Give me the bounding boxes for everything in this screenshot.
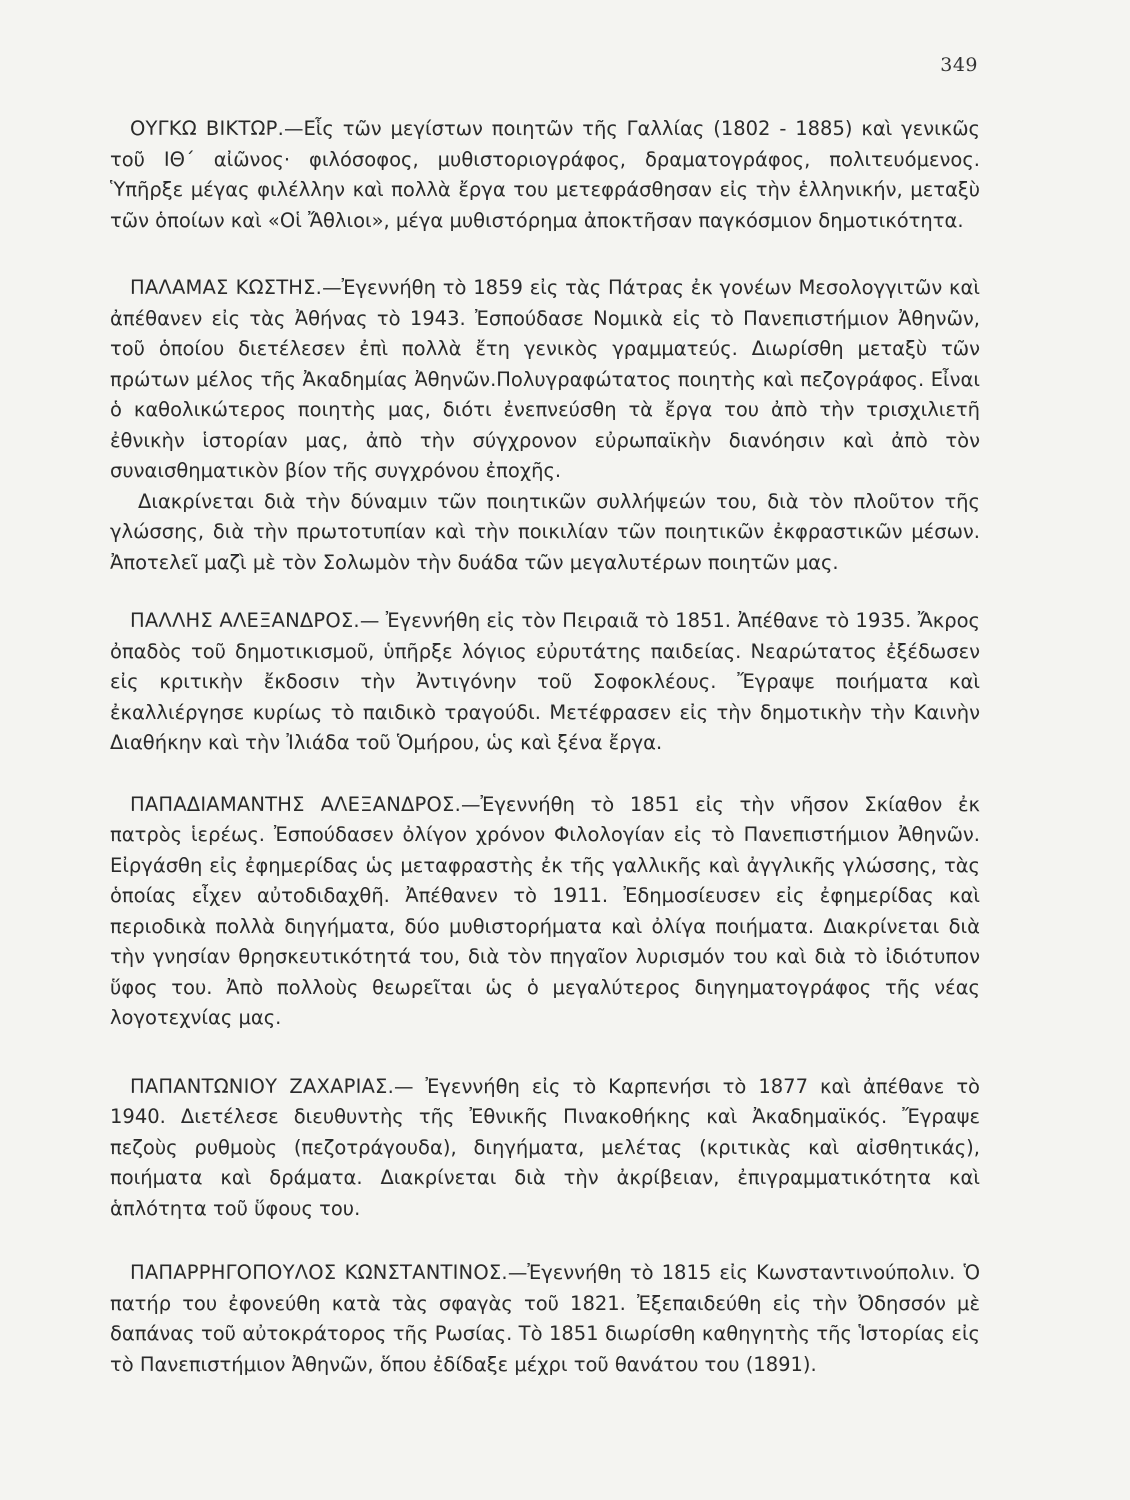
entry-name: ΠΑΛΛΗΣ ΑΛΕΞΑΝΔΡΟΣ. <box>130 609 360 632</box>
biography-entry <box>110 114 980 236</box>
entry-name: ΠΑΠΑΝΤΩΝΙΟΥ ΖΑΧΑΡΙΑΣ. <box>130 1074 394 1098</box>
entry-text: —Εἷς τῶν μεγίστων ποιητῶν τῆς Γαλλίας (1802 - 1885) καὶ γενικῶς τοῦ ΙΘ΄ αἰῶνος· φιλόσοφος, μυθιστοριογράφος, δραματογράφος, πολιτευόμενος. Ὑπῆρξε μέγας φιλέλλην καὶ πολλὰ ἔργα του μετεφράσθησαν εἰς τὴν ἑλληνικήν, μεταξὺ τῶν ὁποίων καὶ «Οἱ Ἄθλιοι», μέγα μυθιστόρημα ἀποκτῆσαν παγκόσμιον δημοτικότητα. <box>110 117 980 232</box>
entry-name: ΟΥΓΚΩ ΒΙΚΤΩΡ. <box>130 117 284 140</box>
entry-name: ΠΑΠΑΔΙΑΜΑΝΤΗΣ ΑΛΕΞΑΝΔΡΟΣ. <box>130 792 461 816</box>
biography-entry <box>110 790 980 1034</box>
entry-text: —Ἐγεννήθη τὸ 1859 εἰς τὰς Πάτρας ἐκ γονέων Μεσολογγιτῶν καὶ ἀπέθανεν εἰς τὰς Ἀθήνας τὸ 1943. Ἐσπούδασε Νομικὰ εἰς τὸ Πανεπιστήμιον Ἀθηνῶν, τοῦ ὁποίου διετέλεσεν ἐπὶ πολλὰ ἔτη γενικὸς γραμματεύς. Διωρίσθη μεταξὺ τῶν πρώτων μέλος τῆς Ἀκαδημίας Ἀθηνῶν.Πολυγραφώτατος ποιητὴς καὶ πεζογράφος. Εἶναι ὁ καθολικώτερος ποιητὴς μας, διότι ἐνεπνεύσθη τὰ ἔργα του ἀπὸ τὴν τρισχιλιετῆ ἐθνικὴν ἱστορίαν μας, ἀπὸ τὴν σύγχρονον εὐρωπαϊκὴν διανόησιν καὶ ἀπὸ τὸν συναισθηματικὸν βίον τῆς συγχρόνου ἐποχῆς. <box>110 276 981 482</box>
biography-entry <box>110 273 980 578</box>
entry-text: — Ἐγεννήθη εἰς τὸ Καρπενήσι τὸ 1877 καὶ ἀπέθανε τὸ 1940. Διετέλεσε διευθυντὴς τῆς Ἐθνικῆς Πινακοθήκης καὶ Ἀκαδημαϊκός. Ἔγραψε πεζοὺς ρυθμοὺς (πεζοτράγουδα), διηγήματα, μελέτας (κριτικὰς καὶ αἰσθητικάς), ποιήματα καὶ δράματα. Διακρίνεται διὰ τὴν ἀκρίβειαν, ἐπιγραμματικότητα καὶ ἁπλότητα τοῦ ὕφους του. <box>110 1074 980 1220</box>
biography-entries <box>110 114 980 1380</box>
biography-entry <box>110 1258 980 1380</box>
entry-text-continuation: Διακρίνεται διὰ τὴν δύναμιν τῶν ποιητικῶν συλλήψεών του, διὰ τὸν πλοῦτον τῆς γλώσσης, διὰ τὴν πρωτοτυπίαν καὶ τὴν ποικιλίαν τῶν ποιητικῶν ἐκφραστικῶν μέσων. Ἀποτελεῖ μαζὶ μὲ τὸν Σολωμὸν τὴν δυάδα τῶν μεγαλυτέρων ποιητῶν μας. <box>110 489 980 574</box>
page-number: 349 <box>940 54 978 76</box>
entry-text: —Ἐγεννήθη τὸ 1851 εἰς τὴν νῆσον Σκίαθον ἐκ πατρὸς ἱερέως. Ἐσπούδασεν ὀλίγον χρόνον Φιλολογίαν εἰς τὸ Πανεπιστήμιον Ἀθηνῶν. Εἰργάσθη εἰς ἐφημερίδας ὡς μεταφραστὴς ἐκ τῆς γαλλικῆς καὶ ἀγγλικῆς γλώσσης, τὰς ὁποίας εἶχεν αὐτοδιδαχθῆ. Ἀπέθανεν τὸ 1911. Ἐδημοσίευσεν εἰς ἐφημερίδας καὶ περιοδικὰ πολλὰ διηγήματα, δύο μυθιστορήματα καὶ ὀλίγα ποιήματα. Διακρίνεται διὰ τὴν γνησίαν θρησκευτικότητά του, διὰ τὸν πηγαῖον λυρισμόν του καὶ διὰ τὸ ἰδιότυπον ὕφος του. Ἀπὸ πολλοὺς θεωρεῖται ὡς ὁ μεγαλύτερος διηγηματογράφος τῆς νέας λογοτεχνίας μας. <box>110 792 980 1029</box>
biography-entry <box>110 606 980 759</box>
entry-name: ΠΑΛΑΜΑΣ ΚΩΣΤΗΣ. <box>130 276 323 299</box>
entry-text: —Ἐγεννήθη τὸ 1815 εἰς Κωνσταντινούπολιν. Ὁ πατήρ του ἐφονεύθη κατὰ τὰς σφαγὰς τοῦ 1821. Ἐξεπαιδεύθη εἰς τὴν Ὀδησσόν μὲ δαπάνας τοῦ αὐτοκράτορος τῆς Ρωσίας. Τὸ 1851 διωρίσθη καθηγητὴς τῆς Ἱστορίας εἰς τὸ Πανεπιστήμιον Ἀθηνῶν, ὅπου ἐδίδαξε μέχρι τοῦ θανάτου του (1891). <box>110 1261 980 1376</box>
biography-entry <box>110 1072 980 1225</box>
entry-text: — Ἐγεννήθη εἰς τὸν Πειραιᾶ τὸ 1851. Ἀπέθανε τὸ 1935. Ἄκρος ὀπαδὸς τοῦ δημοτικισμοῦ, ὑπῆρξε λόγιος εὐρυτάτης παιδείας. Νεαρώτατος ἐξέδωσεν εἰς κριτικὴν ἔκδοσιν τὴν Ἀντιγόνην τοῦ Σοφοκλέους. Ἔγραψε ποιήματα καὶ ἐκαλλιέργησε κυρίως τὸ παιδικὸ τραγούδι. Μετέφρασεν εἰς τὴν δημοτικὴν τὴν Καινὴν Διαθήκην καὶ τὴν Ἰλιάδα τοῦ Ὁμήρου, ὡς καὶ ξένα ἔργα. <box>110 609 980 754</box>
entry-name: ΠΑΠΑΡΡΗΓΟΠΟΥΛΟΣ ΚΩΝΣΤΑΝΤΙΝΟΣ. <box>130 1261 508 1284</box>
